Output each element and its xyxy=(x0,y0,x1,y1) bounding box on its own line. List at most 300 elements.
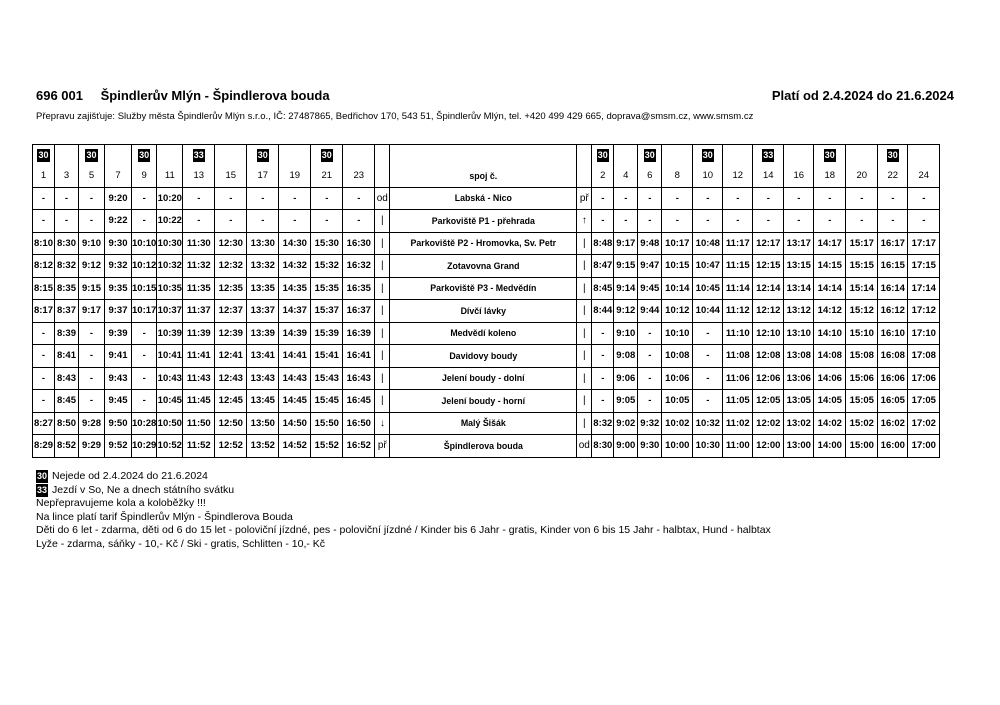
departure-time: 10:45 xyxy=(157,390,183,413)
departure-time: 14:17 xyxy=(814,232,846,255)
departure-time: - xyxy=(814,187,846,210)
restriction-mark: 30 xyxy=(887,149,898,160)
departure-time: 16:45 xyxy=(343,390,375,413)
departure-time: 12:45 xyxy=(215,390,247,413)
departure-time: 9:00 xyxy=(614,435,638,458)
departure-time: 16:02 xyxy=(878,412,908,435)
departure-time: 9:22 xyxy=(105,210,132,233)
departure-time: 14:45 xyxy=(279,390,311,413)
departure-time: 12:32 xyxy=(215,255,247,278)
departure-time: 9:48 xyxy=(638,232,662,255)
restriction-mark: 33 xyxy=(193,149,204,160)
departure-time: 12:06 xyxy=(753,367,784,390)
operator-info: Přepravu zajišťuje: Služby města Špindlerův Mlýn s.r.o., IČ: 27487865, Bedřichov 170, 543 51, Špindlerův Mlýn, tel. +420 499 429 665, doprava@smsm.cz, www.smsm.cz xyxy=(36,111,754,122)
departure-time: 11:08 xyxy=(723,345,753,368)
stop-row xyxy=(33,232,940,255)
direction-symbol: | xyxy=(375,322,390,345)
departure-time: - xyxy=(33,187,55,210)
direction-symbol: od xyxy=(577,435,592,458)
mark-30-badge: 30 xyxy=(37,471,48,481)
departure-time: 14:08 xyxy=(814,345,846,368)
trip-mark xyxy=(693,145,723,166)
departure-time: - xyxy=(33,210,55,233)
departure-time: 8:32 xyxy=(592,412,614,435)
departure-time: 10:30 xyxy=(157,232,183,255)
stop-row xyxy=(33,322,940,345)
departure-time: 16:41 xyxy=(343,345,375,368)
direction-symbol: | xyxy=(375,367,390,390)
direction-symbol: | xyxy=(375,255,390,278)
departure-time: 11:00 xyxy=(723,435,753,458)
departure-time: 8:47 xyxy=(592,255,614,278)
departure-time: 11:45 xyxy=(183,390,215,413)
departure-time: 10:43 xyxy=(157,367,183,390)
departure-time: 11:35 xyxy=(183,277,215,300)
departure-time: - xyxy=(55,210,79,233)
departure-time: - xyxy=(693,322,723,345)
departure-time: 15:17 xyxy=(846,232,878,255)
stop-name: Jelení boudy - horní xyxy=(390,390,577,413)
trip-mark xyxy=(79,145,105,166)
departure-time: 9:44 xyxy=(638,300,662,323)
departure-time: 10:12 xyxy=(662,300,693,323)
trip-number: 11 xyxy=(157,165,183,187)
direction-symbol: | xyxy=(375,232,390,255)
trip-number: 7 xyxy=(105,165,132,187)
stop-name: Davidovy boudy xyxy=(390,345,577,368)
departure-time: 15:52 xyxy=(311,435,343,458)
departure-time: 8:29 xyxy=(33,435,55,458)
departure-time: 17:08 xyxy=(908,345,940,368)
departure-time: - xyxy=(723,210,753,233)
departure-time: 12:30 xyxy=(215,232,247,255)
departure-time: - xyxy=(132,210,157,233)
departure-time: 16:17 xyxy=(878,232,908,255)
departure-time: - xyxy=(693,390,723,413)
departure-time: 17:17 xyxy=(908,232,940,255)
stop-name: Špindlerova bouda xyxy=(390,435,577,458)
notes xyxy=(36,470,771,551)
departure-time: - xyxy=(784,210,814,233)
departure-time: 16:35 xyxy=(343,277,375,300)
departure-time: - xyxy=(753,210,784,233)
departure-time: 14:14 xyxy=(814,277,846,300)
departure-time: 14:15 xyxy=(814,255,846,278)
departure-time: 12:35 xyxy=(215,277,247,300)
departure-time: - xyxy=(592,187,614,210)
departure-time: 11:12 xyxy=(723,300,753,323)
arrow-cell xyxy=(577,145,592,166)
departure-time: 12:43 xyxy=(215,367,247,390)
departure-time: 10:12 xyxy=(132,255,157,278)
departure-time: 13:52 xyxy=(247,435,279,458)
departure-time: 9:10 xyxy=(614,322,638,345)
departure-time: 10:22 xyxy=(157,210,183,233)
spoj-label: spoj č. xyxy=(390,165,577,187)
departure-time: 9:17 xyxy=(79,300,105,323)
direction-symbol: od xyxy=(375,187,390,210)
departure-time: 13:35 xyxy=(247,277,279,300)
departure-time: - xyxy=(343,187,375,210)
departure-time: - xyxy=(279,187,311,210)
direction-symbol: | xyxy=(375,345,390,368)
stop-row xyxy=(33,345,940,368)
departure-time: 14:06 xyxy=(814,367,846,390)
departure-time: 11:30 xyxy=(183,232,215,255)
line-number: 696 001 xyxy=(36,88,83,103)
trip-mark xyxy=(814,145,846,166)
departure-time: 10:32 xyxy=(157,255,183,278)
departure-time: 14:41 xyxy=(279,345,311,368)
stop-row xyxy=(33,412,940,435)
departure-time: 12:12 xyxy=(753,300,784,323)
departure-time: - xyxy=(79,187,105,210)
departure-time: 12:14 xyxy=(753,277,784,300)
departure-time: - xyxy=(311,210,343,233)
departure-time: 11:39 xyxy=(183,322,215,345)
departure-time: 10:37 xyxy=(157,300,183,323)
direction-symbol: | xyxy=(577,322,592,345)
departure-time: - xyxy=(132,390,157,413)
departure-time: 17:00 xyxy=(908,435,940,458)
stop-name: Dívčí lávky xyxy=(390,300,577,323)
departure-time: 9:29 xyxy=(79,435,105,458)
departure-time: - xyxy=(638,322,662,345)
departure-time: 11:37 xyxy=(183,300,215,323)
departure-time: - xyxy=(592,390,614,413)
departure-time: 9:32 xyxy=(105,255,132,278)
departure-time: 16:50 xyxy=(343,412,375,435)
departure-time: 12:15 xyxy=(753,255,784,278)
restriction-mark: 33 xyxy=(763,149,774,160)
trip-mark xyxy=(846,145,878,166)
departure-time: - xyxy=(846,187,878,210)
note-tariff: Na lince platí tarif Špindlerův Mlýn - Špindlerova Bouda xyxy=(36,510,293,523)
departure-time: 16:43 xyxy=(343,367,375,390)
trip-number: 14 xyxy=(753,165,784,187)
departure-time: 14:39 xyxy=(279,322,311,345)
departure-time: 11:32 xyxy=(183,255,215,278)
restriction-mark: 30 xyxy=(86,149,97,160)
marks-row xyxy=(33,145,940,166)
departure-time: 10:10 xyxy=(132,232,157,255)
departure-time: 15:08 xyxy=(846,345,878,368)
departure-time: 9:17 xyxy=(614,232,638,255)
timetable-title xyxy=(36,88,344,103)
departure-time: - xyxy=(693,187,723,210)
trip-number: 22 xyxy=(878,165,908,187)
trip-mark xyxy=(33,145,55,166)
departure-time: 12:52 xyxy=(215,435,247,458)
trip-mark xyxy=(908,145,940,166)
departure-time: 11:41 xyxy=(183,345,215,368)
departure-time: 13:41 xyxy=(247,345,279,368)
departure-time: 11:50 xyxy=(183,412,215,435)
stop-row xyxy=(33,210,940,233)
departure-time: 10:47 xyxy=(693,255,723,278)
departure-time: - xyxy=(247,187,279,210)
departure-time: - xyxy=(279,210,311,233)
direction-symbol: př xyxy=(577,187,592,210)
departure-time: - xyxy=(878,187,908,210)
timetable xyxy=(32,144,940,458)
departure-time: 10:14 xyxy=(662,277,693,300)
departure-time: 11:17 xyxy=(723,232,753,255)
direction-symbol: | xyxy=(577,255,592,278)
departure-time: - xyxy=(33,322,55,345)
direction-symbol: | xyxy=(375,390,390,413)
departure-time: 9:41 xyxy=(105,345,132,368)
departure-time: 9:45 xyxy=(105,390,132,413)
departure-time: 15:37 xyxy=(311,300,343,323)
trip-mark xyxy=(753,145,784,166)
departure-time: 9:39 xyxy=(105,322,132,345)
direction-symbol: | xyxy=(375,210,390,233)
trip-mark xyxy=(592,145,614,166)
trip-number: 15 xyxy=(215,165,247,187)
departure-time: 10:15 xyxy=(132,277,157,300)
departure-time: 14:30 xyxy=(279,232,311,255)
departure-time: - xyxy=(132,187,157,210)
departure-time: 14:43 xyxy=(279,367,311,390)
departure-time: - xyxy=(662,210,693,233)
stop-header-cell xyxy=(390,145,577,166)
departure-time: 8:12 xyxy=(33,255,55,278)
departure-time: - xyxy=(662,187,693,210)
departure-time: 12:02 xyxy=(753,412,784,435)
direction-symbol: | xyxy=(577,232,592,255)
departure-time: 16:32 xyxy=(343,255,375,278)
trip-number: 24 xyxy=(908,165,940,187)
departure-time: - xyxy=(638,210,662,233)
direction-symbol: | xyxy=(577,277,592,300)
trip-mark xyxy=(247,145,279,166)
stop-name: Jelení boudy - dolní xyxy=(390,367,577,390)
trip-mark xyxy=(638,145,662,166)
stop-name: Parkoviště P1 - přehrada xyxy=(390,210,577,233)
departure-time: - xyxy=(132,322,157,345)
trip-number: 4 xyxy=(614,165,638,187)
departure-time: 9:10 xyxy=(79,232,105,255)
trip-number: 19 xyxy=(279,165,311,187)
departure-time: 8:30 xyxy=(55,232,79,255)
trip-mark xyxy=(784,145,814,166)
departure-time: 12:10 xyxy=(753,322,784,345)
departure-time: 14:52 xyxy=(279,435,311,458)
route-name: Špindlerův Mlýn - Špindlerova bouda xyxy=(100,88,330,103)
trip-number: 6 xyxy=(638,165,662,187)
departure-time: 13:12 xyxy=(784,300,814,323)
trip-number: 10 xyxy=(693,165,723,187)
trip-mark xyxy=(723,145,753,166)
departure-time: 15:05 xyxy=(846,390,878,413)
departure-time: 16:39 xyxy=(343,322,375,345)
departure-time: 9:30 xyxy=(105,232,132,255)
departure-time: 8:15 xyxy=(33,277,55,300)
departure-time: 16:08 xyxy=(878,345,908,368)
stop-row xyxy=(33,435,940,458)
trip-mark xyxy=(614,145,638,166)
departure-time: 15:50 xyxy=(311,412,343,435)
departure-time: - xyxy=(55,187,79,210)
departure-time: - xyxy=(343,210,375,233)
departure-time: 8:10 xyxy=(33,232,55,255)
departure-time: 9:52 xyxy=(105,435,132,458)
departure-time: 9:47 xyxy=(638,255,662,278)
departure-time: 11:14 xyxy=(723,277,753,300)
departure-time: - xyxy=(183,210,215,233)
trip-number: 8 xyxy=(662,165,693,187)
trip-mark xyxy=(183,145,215,166)
trip-mark xyxy=(55,145,79,166)
departure-time: 10:39 xyxy=(157,322,183,345)
trip-number: 18 xyxy=(814,165,846,187)
trip-number: 12 xyxy=(723,165,753,187)
stop-row xyxy=(33,300,940,323)
note-mark-33: 33 Jezdí v So, Ne a dnech státního svátku xyxy=(37,483,235,496)
departure-time: 16:10 xyxy=(878,322,908,345)
departure-time: 12:05 xyxy=(753,390,784,413)
departure-time: 9:45 xyxy=(638,277,662,300)
departure-time: 15:02 xyxy=(846,412,878,435)
stop-row xyxy=(33,277,940,300)
departure-time: - xyxy=(79,390,105,413)
departure-time: 8:17 xyxy=(33,300,55,323)
departure-time: 15:00 xyxy=(846,435,878,458)
direction-symbol: ↓ xyxy=(375,412,390,435)
departure-time: 15:41 xyxy=(311,345,343,368)
departure-time: 11:15 xyxy=(723,255,753,278)
departure-time: 10:00 xyxy=(662,435,693,458)
trip-mark xyxy=(662,145,693,166)
departure-time: - xyxy=(33,367,55,390)
direction-symbol: | xyxy=(577,367,592,390)
departure-time: 9:37 xyxy=(105,300,132,323)
note-bikes: Nepřepravujeme kola a koloběžky !!! xyxy=(36,497,206,509)
departure-time: 12:17 xyxy=(753,232,784,255)
departure-time: 9:15 xyxy=(79,277,105,300)
departure-time: - xyxy=(79,210,105,233)
trip-mark xyxy=(311,145,343,166)
departure-time: 9:43 xyxy=(105,367,132,390)
note-ski: Lyže - zdarma, sáňky - 10,- Kč / Ski - gratis, Schlitten - 10,- Kč xyxy=(36,537,326,550)
restriction-mark: 30 xyxy=(702,149,713,160)
restriction-mark: 30 xyxy=(257,149,268,160)
stop-row xyxy=(33,390,940,413)
trip-number: 21 xyxy=(311,165,343,187)
departure-time: 13:14 xyxy=(784,277,814,300)
stop-name: Zotavovna Grand xyxy=(390,255,577,278)
departure-time: - xyxy=(132,345,157,368)
departure-time: 11:52 xyxy=(183,435,215,458)
departure-time: 10:20 xyxy=(157,187,183,210)
departure-time: 12:39 xyxy=(215,322,247,345)
departure-time: 8:35 xyxy=(55,277,79,300)
departure-time: 9:12 xyxy=(79,255,105,278)
direction-symbol: | xyxy=(375,300,390,323)
departure-time: 12:37 xyxy=(215,300,247,323)
departure-time: 13:45 xyxy=(247,390,279,413)
stop-row xyxy=(33,367,940,390)
departure-time: 13:50 xyxy=(247,412,279,435)
stop-name: Parkoviště P2 - Hromovka, Sv. Petr xyxy=(390,232,577,255)
departure-time: - xyxy=(247,210,279,233)
departure-time: - xyxy=(784,187,814,210)
stop-row xyxy=(33,255,940,278)
departure-time: 13:39 xyxy=(247,322,279,345)
departure-time: 8:48 xyxy=(592,232,614,255)
departure-time: 14:35 xyxy=(279,277,311,300)
departure-time: 12:08 xyxy=(753,345,784,368)
trip-number: 9 xyxy=(132,165,157,187)
departure-time: - xyxy=(592,322,614,345)
departure-time: - xyxy=(614,187,638,210)
departure-time: 16:05 xyxy=(878,390,908,413)
restriction-mark: 30 xyxy=(139,149,150,160)
departure-time: 10:48 xyxy=(693,232,723,255)
departure-time: 16:30 xyxy=(343,232,375,255)
departure-time: 13:30 xyxy=(247,232,279,255)
departure-time: 8:37 xyxy=(55,300,79,323)
departure-time: 8:30 xyxy=(592,435,614,458)
departure-time: 9:15 xyxy=(614,255,638,278)
trip-mark xyxy=(215,145,247,166)
departure-time: 13:37 xyxy=(247,300,279,323)
departure-time: 9:05 xyxy=(614,390,638,413)
departure-time: 9:30 xyxy=(638,435,662,458)
departure-time: - xyxy=(132,367,157,390)
departure-time: 13:43 xyxy=(247,367,279,390)
stop-row xyxy=(33,187,940,210)
departure-time: 9:12 xyxy=(614,300,638,323)
departure-time: 10:30 xyxy=(693,435,723,458)
departure-time: 8:45 xyxy=(55,390,79,413)
departure-time: 9:08 xyxy=(614,345,638,368)
departure-time: 14:37 xyxy=(279,300,311,323)
departure-time: - xyxy=(79,367,105,390)
departure-time: - xyxy=(592,210,614,233)
trip-number: 1 xyxy=(33,165,55,187)
direction-symbol: | xyxy=(577,390,592,413)
departure-time: 13:17 xyxy=(784,232,814,255)
departure-time: - xyxy=(215,187,247,210)
departure-time: 10:45 xyxy=(693,277,723,300)
departure-time: - xyxy=(846,210,878,233)
restriction-mark: 30 xyxy=(644,149,655,160)
trip-mark xyxy=(132,145,157,166)
departure-time: 8:39 xyxy=(55,322,79,345)
departure-time: 10:35 xyxy=(157,277,183,300)
departure-time: - xyxy=(614,210,638,233)
departure-time: 17:12 xyxy=(908,300,940,323)
departure-time: 16:15 xyxy=(878,255,908,278)
departure-time: 10:02 xyxy=(662,412,693,435)
departure-time: 15:06 xyxy=(846,367,878,390)
departure-time: 13:08 xyxy=(784,345,814,368)
note-mark-30: 30 Nejede od 2.4.2024 do 21.6.2024 xyxy=(37,470,208,482)
departure-time: - xyxy=(638,390,662,413)
departure-time: 8:52 xyxy=(55,435,79,458)
departure-time: 11:05 xyxy=(723,390,753,413)
departure-time: - xyxy=(592,367,614,390)
departure-time: 17:10 xyxy=(908,322,940,345)
departure-time: 10:29 xyxy=(132,435,157,458)
departure-time: 10:44 xyxy=(693,300,723,323)
departure-time: 11:06 xyxy=(723,367,753,390)
trip-number: 13 xyxy=(183,165,215,187)
departure-time: 10:10 xyxy=(662,322,693,345)
departure-time: 8:44 xyxy=(592,300,614,323)
